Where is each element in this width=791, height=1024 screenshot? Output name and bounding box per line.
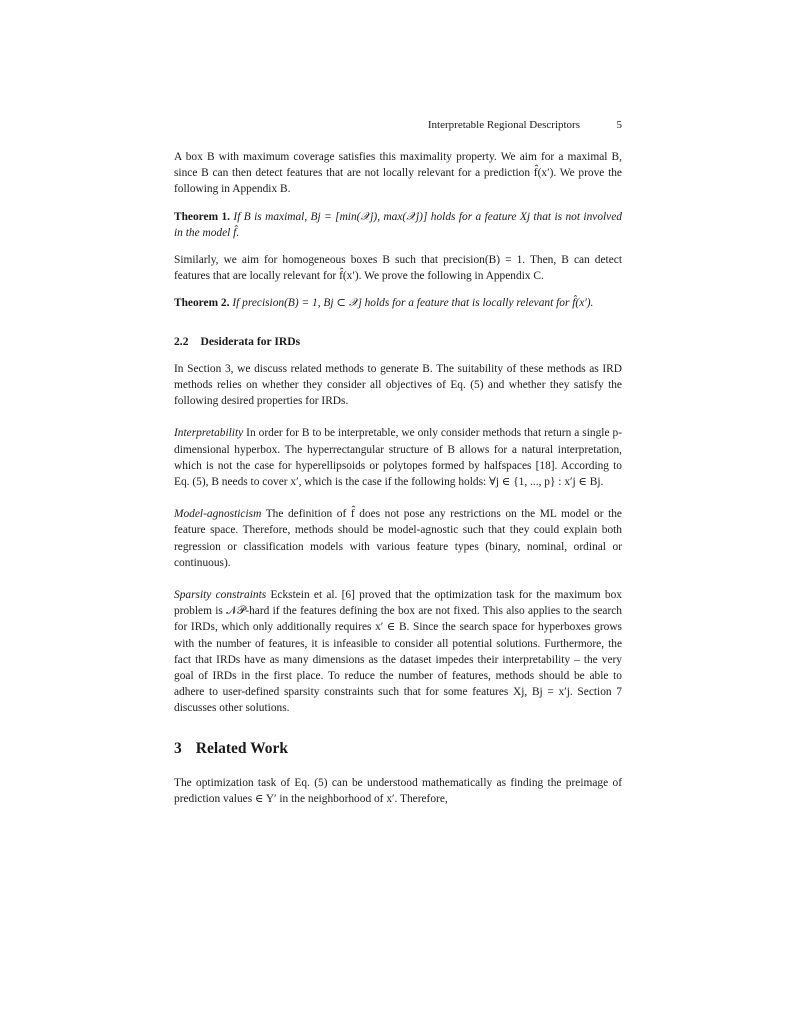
paragraph-desiderata-intro: In Section 3, we discuss related methods to generate B. The suitability of these methods as IRD methods relies on whether they consider all objectives of Eq. (5) and whether they satisfy the following desired properties for IRDs. [174, 362, 622, 408]
page-body [174, 149, 622, 807]
page-number: 5 [616, 119, 622, 131]
paragraph-maximality: A box B with maximum coverage satisfies this maximality property. We aim for a maximal B, since B can then detect features that are not locally relevant for a prediction f̂(x′). We prove the following in Appendix B. [174, 151, 622, 196]
sparsity-label: Sparsity constraints [174, 589, 267, 602]
model-agnosticism-text: The definition of f̂ does not pose any restrictions on the ML model or the feature space. Therefore, methods should be model-agnostic such that they could explain both regression or classification models with various feature types (binary, nominal, ordinal or continuous). [174, 508, 622, 569]
section-3-heading [174, 739, 622, 759]
sparsity-text: Eckstein et al. [6] proved that the optimization task for the maximum box problem is 𝒩𝒫-hard if the features defining the box are not fixed. This also applies to the search for IRDs, which only additionally requires x′ ∈ B. Since the search space for hyperboxes grows with the number of features, it is infeasible to consider all potential solutions. Furthermore, the fact that IRDs have as many dimensions as the dataset impedes their interpretability – the very goal of IRDs in the first place. To reduce the number of features, methods should be able to adhere to user-defined sparsity constraints such that for some features Xj, Bj = x′j. Section 7 discusses other solutions. [174, 589, 622, 715]
running-title: Interpretable Regional Descriptors [427, 119, 580, 131]
interpretability-label: Interpretability [174, 427, 244, 440]
theorem-2 [174, 295, 622, 311]
section-3-title: Related Work [195, 739, 289, 757]
section-3-number: 3 [174, 739, 182, 757]
paragraph-homogeneity: Similarly, we aim for homogeneous boxes B such that precision(B) = 1. Then, B can detect features that are locally relevant for f̂(x′). We prove the following in Appendix C. [174, 254, 622, 283]
theorem-2-label: Theorem 2. [174, 297, 230, 310]
theorem-1 [174, 209, 622, 241]
interpretability-text: In order for B to be interpretable, we only consider methods that return a single p-dimensional hyperbox. The hyperrectangular structure of B allows for a natural interpretation, which is not the case for hyperellipsoids or polytopes formed by halfspaces [18]. According to Eq. (5), B needs to cover x′, which is the case if the following holds: ∀j ∈ {1, ..., p} : x′j ∈ Bj. [174, 427, 622, 489]
paragraph-related-work: The optimization task of Eq. (5) can be understood mathematically as finding the preimage of prediction values ∈ Y′ in the neighborhood of x′. Therefore, [174, 776, 622, 805]
section-2-2-heading [174, 334, 622, 350]
section-2-2-title: Desiderata for IRDs [200, 334, 301, 348]
theorem-2-text: If precision(B) = 1, Bj ⊂ 𝒳j holds for a feature that is locally relevant for f̂(x′). [232, 297, 594, 310]
section-2-2-number: 2.2 [174, 334, 189, 348]
model-agnosticism-label: Model-agnosticism [174, 508, 262, 521]
paragraph-interpretability [174, 425, 622, 490]
running-header [174, 119, 622, 135]
theorem-1-text: If B is maximal, Bj = [min(𝒳j), max(𝒳j)] holds for a feature Xj that is not involved in the model f̂. [174, 210, 622, 239]
theorem-1-label: Theorem 1. [174, 210, 231, 223]
paragraph-sparsity [174, 587, 622, 717]
paragraph-model-agnosticism [174, 506, 622, 571]
